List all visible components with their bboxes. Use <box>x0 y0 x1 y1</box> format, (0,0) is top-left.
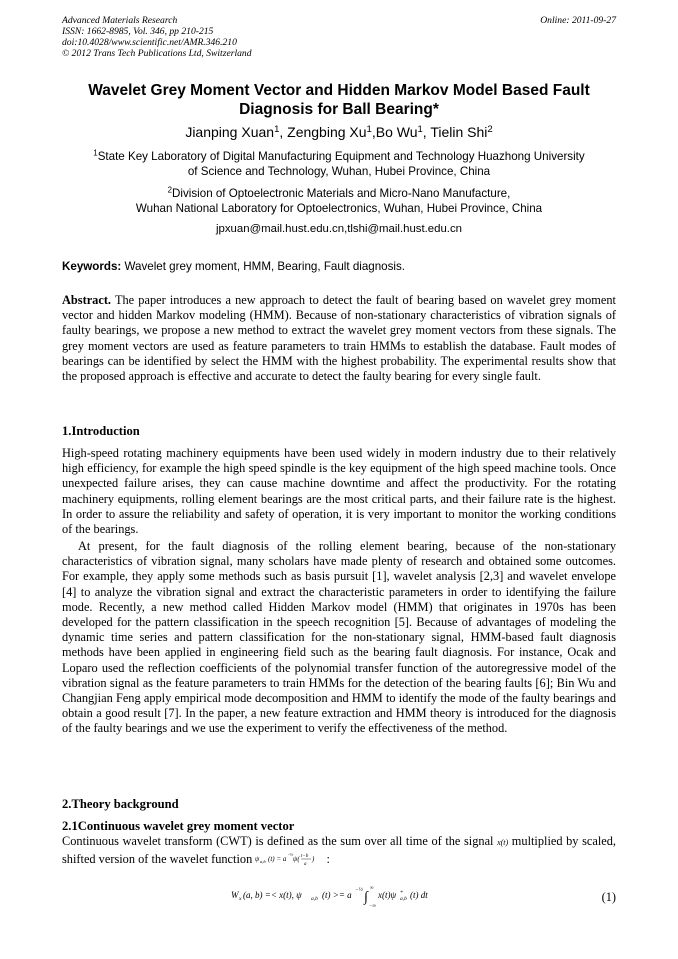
affiliation-number: 1 <box>93 148 98 158</box>
affiliation-line: of Science and Technology, Wuhan, Hubei Province, China <box>187 165 491 178</box>
svg-text:a,b: a,b <box>400 896 407 902</box>
online-date: Online: 2011-09-27 <box>540 15 616 26</box>
abstract-label: Abstract. <box>62 293 112 307</box>
affiliation-line: Division of Optoelectronic Materials and Micro-Nano Manufacture, <box>172 187 511 200</box>
author-separator: , <box>371 124 376 140</box>
abstract <box>62 293 616 384</box>
svg-text:W: W <box>231 890 239 900</box>
svg-text:∞: ∞ <box>370 886 374 891</box>
cwt-text: multiplied by scaled, shifted version of the wavelet function <box>62 834 616 867</box>
keywords <box>62 259 616 274</box>
svg-text:a,b: a,b <box>311 896 318 902</box>
affiliation-2 <box>62 186 616 216</box>
journal-name: Advanced Materials Research <box>62 15 178 26</box>
affiliation-line: State Key Laboratory of Digital Manufacturing Equipment and Technology Huazhong University <box>97 150 585 163</box>
keywords-label: Keywords: <box>62 260 122 273</box>
paper-title <box>62 81 616 119</box>
abstract-text: The paper introduces a new approach to detect the fault of bearing based on wavelet grey moment vector and hidden Markov modeling (HMM). Because of non-stationary characteristics of vibration signals of faulty bearings, we propose a new method to extract the wavelet grey moment vectors from these signals. The grey moment vectors are used as feature parameters to train HMMs to establish the database. Fault modes of bearings can be identified by select the HMM with the highest probability. The experimental results show that the proposed approach is effective and accurate to detect the faulty bearing for every single fault. <box>62 293 616 384</box>
svg-text:x: x <box>239 896 242 902</box>
author-name: Bo Wu <box>375 124 418 140</box>
svg-text:∫: ∫ <box>364 890 368 905</box>
author-affiliation-mark: 1 <box>366 123 372 135</box>
cwt-text: : <box>326 852 330 867</box>
author-affiliation-mark: 1 <box>274 123 280 135</box>
affiliation-1 <box>62 149 616 179</box>
equation-1 <box>231 884 441 910</box>
svg-text:−∞: −∞ <box>369 904 376 909</box>
author-name: Tielin Shi <box>430 124 488 140</box>
paragraph <box>62 834 616 867</box>
paragraph: At present, for the fault diagnosis of the rolling element bearing, because of the non-stationary characteristics of vibration signal, many scholars have made plenty of research and obtained some outcomes. For example, they apply some methods such as basis pursuit [1], wavelet analysis [2,3] and wavelet envelope [4] to analyze the vibration signal and extract the characteristic parameters in order to identifying the failure mode. Recently, a new method called Hidden Markov model (HMM) that originates in 1970s has been developed for the pattern classification in the speech recognition [5]. Because of advantages of modeling the dynamic time series and pattern classification for the non-stationary signal, HMM-based fault diagnosis methods have been applied in engineering field such as the bearing fault diagnosis. For instance, Ocak and Loparo used the reflection coefficients of the polynomial transfer function of the autoregressive model of the vibration signal as the feature parameters to train HMMs for the detection of the bearing faults [6]; Bin Wu and Changjian Feng apply empirical mode decomposition and HMM to identify the mode of the faulty bearings and obtain a good result [7]. In the paper, a new feature extraction and HMM theory is introduced for the diagnosis of the faulty bearings and we use the experiment to verify the effectiveness of the method. <box>62 539 616 736</box>
author-name: Jianping Xuan <box>185 124 275 140</box>
svg-text:(t) = a: (t) = a <box>268 855 287 864</box>
author-name: Zengbing Xu <box>287 124 367 140</box>
svg-text:a,b: a,b <box>260 859 266 865</box>
journal-issn: ISSN: 1662-8985, Vol. 346, pp 210-215 <box>62 26 214 37</box>
affiliation-number: 2 <box>167 185 173 195</box>
svg-text:): ) <box>312 855 315 864</box>
affiliation-line: Wuhan National Laboratory for Optoelectronics, Wuhan, Hubei Province, China <box>135 202 543 215</box>
subsection-heading: 2.1Continuous wavelet grey moment vector <box>62 819 295 833</box>
author-list <box>62 123 616 141</box>
author-separator: , <box>422 124 431 140</box>
author-separator: , <box>279 124 288 140</box>
svg-text:*: * <box>400 890 403 896</box>
svg-text:t−b: t−b <box>301 854 309 860</box>
author-affiliation-mark: 1 <box>417 123 423 135</box>
journal-doi: doi:10.4028/www.scientific.net/AMR.346.210 <box>62 37 237 48</box>
paragraph: High-speed rotating machinery equipments have been used widely in modern industry due to their relatively high efficiency, for example the high speed spindle is the key equipment of the high speed machine tools. Once unexpected failure arises, they can cause machine downtime and affect the productivity. For the rotating machinery equipments, rolling element bearings are the most critical parts, and their failure rate is the highest. In order to assure the reliability and safety of operation, it is very important to monitor the working conditions of the bearings. <box>62 446 616 537</box>
section-heading-theory: 2.Theory background <box>62 797 179 811</box>
journal-copyright: © 2012 Trans Tech Publications Ltd, Switzerland <box>62 48 252 59</box>
title-line-1: Wavelet Grey Moment Vector and Hidden Markov Model Based Fault <box>88 82 590 99</box>
author-emails: jpxuan@mail.hust.edu.cn,tlshi@mail.hust.edu.cn <box>216 223 462 235</box>
journal-header <box>62 15 616 59</box>
svg-text:−½: −½ <box>355 887 363 893</box>
title-line-2: Diagnosis for Ball Bearing* <box>239 101 439 118</box>
svg-text:-½: -½ <box>288 852 294 858</box>
cwt-text: Continuous wavelet transform (CWT) is defined as the sum over all time of the signal <box>62 834 494 848</box>
svg-text:(t) >= a: (t) >= a <box>322 890 352 900</box>
equation-number: (1) <box>601 890 616 904</box>
section-heading-introduction: 1.Introduction <box>62 424 140 438</box>
svg-text:(a, b) =< x(t), ψ: (a, b) =< x(t), ψ <box>243 890 302 900</box>
author-affiliation-mark: 2 <box>487 123 493 135</box>
inline-math-signal: x(t) <box>497 838 509 847</box>
svg-text:x(t)ψ: x(t)ψ <box>378 890 397 900</box>
wavelet-function-formula <box>255 850 323 866</box>
svg-text:a: a <box>304 862 307 867</box>
svg-text:ψ: ψ <box>255 855 260 864</box>
svg-text:ψ(: ψ( <box>293 855 301 864</box>
keywords-text: Wavelet grey moment, HMM, Bearing, Fault diagnosis. <box>124 260 406 273</box>
svg-text:(t) dt: (t) dt <box>410 890 428 900</box>
